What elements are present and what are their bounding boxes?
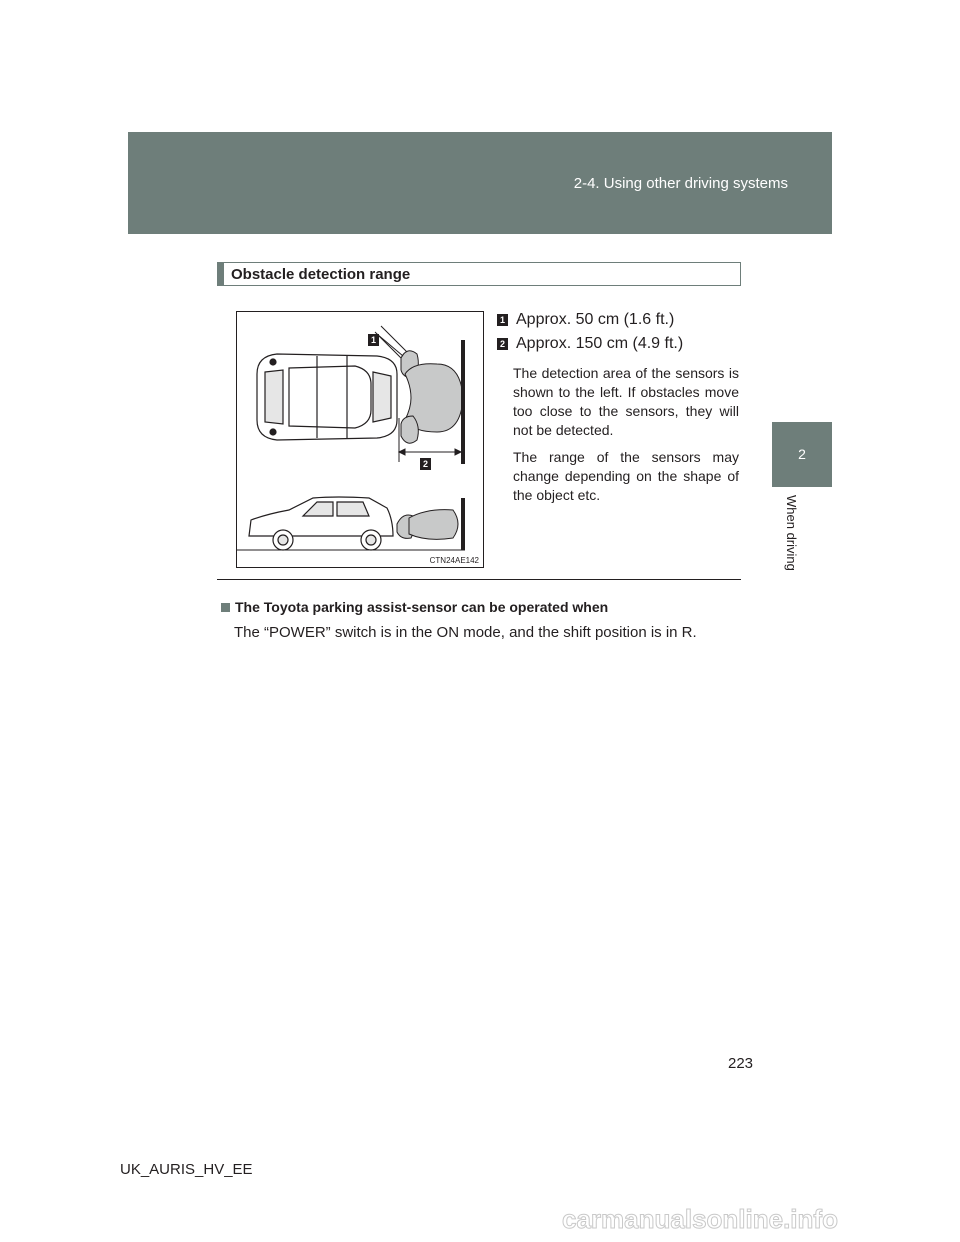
chapter-label: When driving <box>784 495 799 571</box>
document-code: UK_AURIS_HV_EE <box>120 1161 253 1178</box>
note-title-text: The Toyota parking assist-sensor can be operated when <box>235 599 609 615</box>
item-number: 1 <box>497 314 508 326</box>
chapter-number: 2 <box>798 446 806 462</box>
section-title: Obstacle detection range <box>231 266 411 283</box>
detection-description: The detection area of the sensors is shown to the left. If obstacles move too close to the sensors, they will not be detected. <box>513 365 739 438</box>
section-breadcrumb: 2-4. Using other driving systems <box>573 175 788 192</box>
note-body: The “POWER” switch is in the ON mode, and the shift position is in R. <box>234 624 697 641</box>
callout-number: 1 <box>368 334 379 346</box>
figure-code: CTN24AE142 <box>429 556 479 565</box>
range-description: The range of the sensors may change depending on the shape of the object etc. <box>513 449 739 503</box>
item-text: Approx. 50 cm (1.6 ft.) <box>516 311 675 328</box>
item-text: Approx. 150 cm (4.9 ft.) <box>516 335 684 352</box>
svg-text:carmanualsonline.info: carmanualsonline.info <box>562 1204 838 1234</box>
page-number: 223 <box>728 1055 754 1072</box>
item-number: 2 <box>497 338 508 350</box>
callout-number: 2 <box>420 458 431 470</box>
